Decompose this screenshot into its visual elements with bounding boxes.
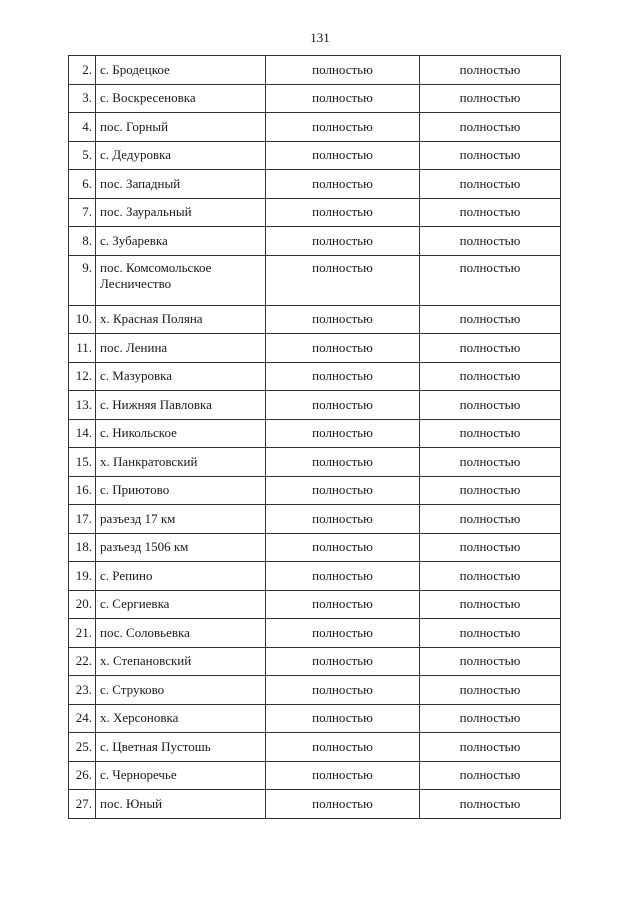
coverage-cell: полностью — [420, 362, 561, 391]
coverage-cell: полностью — [420, 255, 561, 305]
coverage-cell: полностью — [420, 419, 561, 448]
row-number: 10. — [69, 305, 96, 334]
table-row — [69, 761, 561, 790]
row-number: 12. — [69, 362, 96, 391]
settlement-name: с. Приютово — [96, 476, 266, 505]
row-number: 11. — [69, 334, 96, 363]
table-row — [69, 733, 561, 762]
row-number: 5. — [69, 141, 96, 170]
row-number: 7. — [69, 198, 96, 227]
table-row — [69, 562, 561, 591]
table-row — [69, 334, 561, 363]
coverage-cell: полностью — [420, 676, 561, 705]
row-number: 15. — [69, 448, 96, 477]
settlement-name: х. Херсоновка — [96, 704, 266, 733]
settlement-name: разъезд 17 км — [96, 505, 266, 534]
settlement-name: с. Зубаревка — [96, 227, 266, 256]
table-row — [69, 448, 561, 477]
coverage-cell: полностью — [266, 704, 420, 733]
row-number: 4. — [69, 113, 96, 142]
coverage-cell: полностью — [266, 419, 420, 448]
coverage-cell: полностью — [420, 391, 561, 420]
coverage-cell: полностью — [266, 647, 420, 676]
settlement-name: с. Струково — [96, 676, 266, 705]
table-row — [69, 84, 561, 113]
table-row — [69, 647, 561, 676]
coverage-cell: полностью — [266, 170, 420, 199]
coverage-cell: полностью — [420, 533, 561, 562]
settlement-name: х. Красная Поляна — [96, 305, 266, 334]
settlement-name: с. Черноречье — [96, 761, 266, 790]
coverage-cell: полностью — [266, 227, 420, 256]
table-row — [69, 170, 561, 199]
coverage-cell: полностью — [420, 141, 561, 170]
coverage-cell: полностью — [266, 533, 420, 562]
coverage-cell: полностью — [266, 733, 420, 762]
settlement-name: разъезд 1506 км — [96, 533, 266, 562]
row-number: 3. — [69, 84, 96, 113]
table-row — [69, 391, 561, 420]
table-row — [69, 590, 561, 619]
table-row — [69, 619, 561, 648]
coverage-cell: полностью — [266, 255, 420, 305]
settlement-name: с. Дедуровка — [96, 141, 266, 170]
row-number: 24. — [69, 704, 96, 733]
table-row — [69, 255, 561, 305]
coverage-cell: полностью — [266, 790, 420, 819]
settlement-name: с. Бродецкое — [96, 56, 266, 85]
coverage-cell: полностью — [420, 84, 561, 113]
row-number: 9. — [69, 255, 96, 305]
row-number: 25. — [69, 733, 96, 762]
coverage-cell: полностью — [420, 448, 561, 477]
settlements-table-body — [69, 56, 561, 819]
settlement-name: с. Воскресеновка — [96, 84, 266, 113]
settlement-name: с. Нижняя Павловка — [96, 391, 266, 420]
coverage-cell: полностью — [420, 227, 561, 256]
settlement-name: пос. Юный — [96, 790, 266, 819]
coverage-cell: полностью — [420, 790, 561, 819]
table-row — [69, 533, 561, 562]
table-row — [69, 505, 561, 534]
table-row — [69, 113, 561, 142]
coverage-cell: полностью — [266, 761, 420, 790]
settlement-name: пос. Зауральный — [96, 198, 266, 227]
coverage-cell: полностью — [266, 590, 420, 619]
coverage-cell: полностью — [420, 733, 561, 762]
table-row — [69, 362, 561, 391]
coverage-cell: полностью — [266, 562, 420, 591]
coverage-cell: полностью — [420, 334, 561, 363]
table-row — [69, 305, 561, 334]
row-number: 16. — [69, 476, 96, 505]
settlement-name: пос. Горный — [96, 113, 266, 142]
coverage-cell: полностью — [266, 141, 420, 170]
coverage-cell: полностью — [420, 562, 561, 591]
coverage-cell: полностью — [266, 56, 420, 85]
settlement-name: с. Мазуровка — [96, 362, 266, 391]
table-row — [69, 790, 561, 819]
coverage-cell: полностью — [266, 362, 420, 391]
coverage-cell: полностью — [420, 505, 561, 534]
coverage-cell: полностью — [266, 334, 420, 363]
coverage-cell: полностью — [266, 476, 420, 505]
settlement-name: с. Цветная Пустошь — [96, 733, 266, 762]
table-row — [69, 227, 561, 256]
row-number: 6. — [69, 170, 96, 199]
settlement-name: пос. Соловьевка — [96, 619, 266, 648]
coverage-cell: полностью — [266, 448, 420, 477]
settlement-name: с. Сергиевка — [96, 590, 266, 619]
row-number: 23. — [69, 676, 96, 705]
coverage-cell: полностью — [420, 56, 561, 85]
coverage-cell: полностью — [420, 198, 561, 227]
coverage-cell: полностью — [266, 391, 420, 420]
row-number: 20. — [69, 590, 96, 619]
table-row — [69, 56, 561, 85]
coverage-cell: полностью — [266, 676, 420, 705]
settlement-name: пос. Комсомольское Лесничество — [96, 255, 266, 305]
row-number: 19. — [69, 562, 96, 591]
row-number: 2. — [69, 56, 96, 85]
coverage-cell: полностью — [420, 704, 561, 733]
page-number: 131 — [310, 30, 330, 45]
table-row — [69, 141, 561, 170]
settlement-name: пос. Западный — [96, 170, 266, 199]
table-row — [69, 198, 561, 227]
coverage-cell: полностью — [420, 476, 561, 505]
row-number: 17. — [69, 505, 96, 534]
settlement-name: пос. Ленина — [96, 334, 266, 363]
coverage-cell: полностью — [420, 113, 561, 142]
row-number: 8. — [69, 227, 96, 256]
row-number: 27. — [69, 790, 96, 819]
settlement-name: х. Панкратовский — [96, 448, 266, 477]
row-number: 22. — [69, 647, 96, 676]
coverage-cell: полностью — [266, 305, 420, 334]
row-number: 26. — [69, 761, 96, 790]
row-number: 18. — [69, 533, 96, 562]
coverage-cell: полностью — [420, 619, 561, 648]
settlement-name: с. Репино — [96, 562, 266, 591]
coverage-cell: полностью — [266, 505, 420, 534]
table-row — [69, 676, 561, 705]
coverage-cell: полностью — [266, 198, 420, 227]
settlement-name: х. Степановский — [96, 647, 266, 676]
table-row — [69, 704, 561, 733]
row-number: 14. — [69, 419, 96, 448]
coverage-cell: полностью — [420, 590, 561, 619]
row-number: 21. — [69, 619, 96, 648]
coverage-cell: полностью — [420, 305, 561, 334]
settlements-table — [68, 55, 561, 819]
coverage-cell: полностью — [420, 647, 561, 676]
settlement-name: с. Никольское — [96, 419, 266, 448]
table-row — [69, 419, 561, 448]
coverage-cell: полностью — [420, 761, 561, 790]
row-number: 13. — [69, 391, 96, 420]
coverage-cell: полностью — [266, 113, 420, 142]
coverage-cell: полностью — [420, 170, 561, 199]
table-row — [69, 476, 561, 505]
coverage-cell: полностью — [266, 619, 420, 648]
coverage-cell: полностью — [266, 84, 420, 113]
